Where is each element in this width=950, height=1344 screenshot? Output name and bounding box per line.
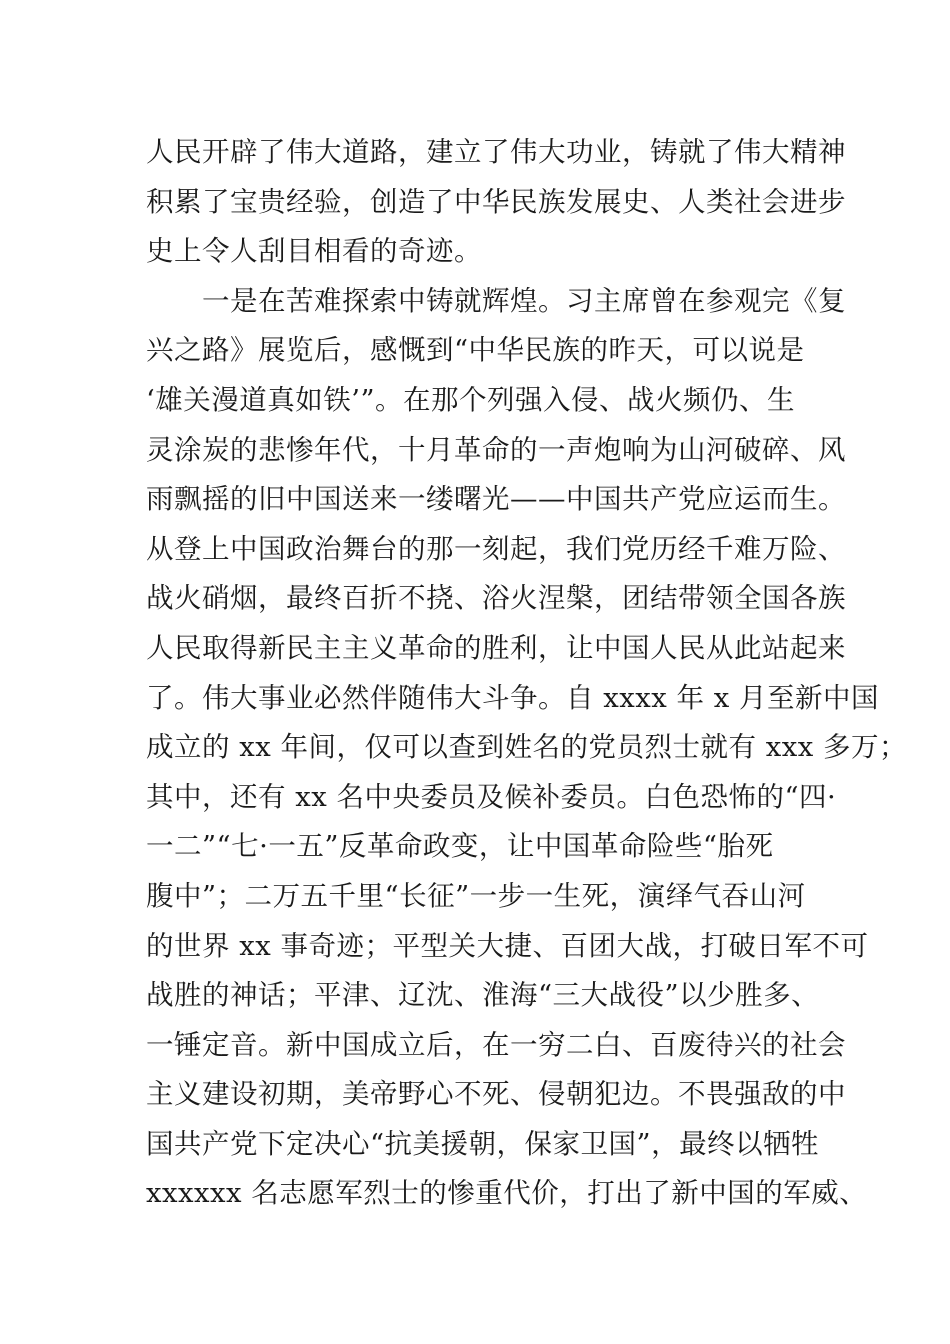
text-line: 雨飘摇的旧中国送来一缕曙光——中国共产党应运而生。 xyxy=(146,483,846,516)
body-text xyxy=(146,128,908,1269)
text-line: 战胜的神话；平津、辽沈、淮海“三大战役”以少胜多、 xyxy=(146,979,820,1012)
text-line: 成立的 xx 年间，仅可以查到姓名的党员烈士就有 xxx 多万； xyxy=(146,731,908,764)
text-line: 了。伟大事业必然伴随伟大斗争。自 xxxx 年 x 月至新中国 xyxy=(146,681,880,714)
text-line: 战火硝烟，最终百折不挠、浴火涅槃，团结带领全国各族 xyxy=(146,582,846,615)
text-line: ‘雄关漫道真如铁’”。在那个列强入侵、战火频仍、生 xyxy=(146,383,796,416)
text-line: 史上令人刮目相看的奇迹。 xyxy=(146,235,482,268)
text-line: 一二”“七·一五”反革命政变，让中国革命险些“胎死 xyxy=(146,830,774,863)
paragraph-1 xyxy=(146,128,846,277)
text-line: 人民取得新民主主义革命的胜利，让中国人民从此站起来 xyxy=(146,631,846,664)
text-line: 一是在苦难探索中铸就辉煌。习主席曾在参观完《复 xyxy=(202,284,846,317)
text-line: 人民开辟了伟大道路，建立了伟大功业，铸就了伟大精神 xyxy=(146,136,846,168)
text-line: 腹中”；二万五千里“长征”一步一生死，演绎气吞山河 xyxy=(146,879,806,912)
text-line: xxxxxx 名志愿军烈士的惨重代价，打出了新中国的军威、 xyxy=(146,1177,868,1210)
text-line: 灵涂炭的悲惨年代，十月革命的一声炮响为山河破碎、风 xyxy=(146,433,846,466)
paragraph-2 xyxy=(146,277,908,1269)
text-line: 积累了宝贵经验，创造了中华民族发展史、人类社会进步 xyxy=(146,185,846,218)
text-line: 的世界 xx 事奇迹；平型关大捷、百团大战，打破日军不可 xyxy=(146,929,869,962)
text-line xyxy=(146,1219,826,1269)
text-line: 其中，还有 xx 名中央委员及候补委员。白色恐怖的“四· xyxy=(146,780,837,813)
text-line: 一锤定音。新中国成立后，在一穷二白、百废待兴的社会 xyxy=(146,1028,846,1061)
text-line: 国共产党下定决心“抗美援朝，保家卫国”，最终以牺牲 xyxy=(146,1127,820,1160)
text-line: 兴之路》展览后，感慨到“中华民族的昨天，可以说是 xyxy=(146,334,805,367)
text-line: 从登上中国政治舞台的那一刻起，我们党历经千难万险、 xyxy=(146,532,846,565)
text-line: 主义建设初期，美帝野心不死、侵朝犯边。不畏强敌的中 xyxy=(146,1078,846,1111)
